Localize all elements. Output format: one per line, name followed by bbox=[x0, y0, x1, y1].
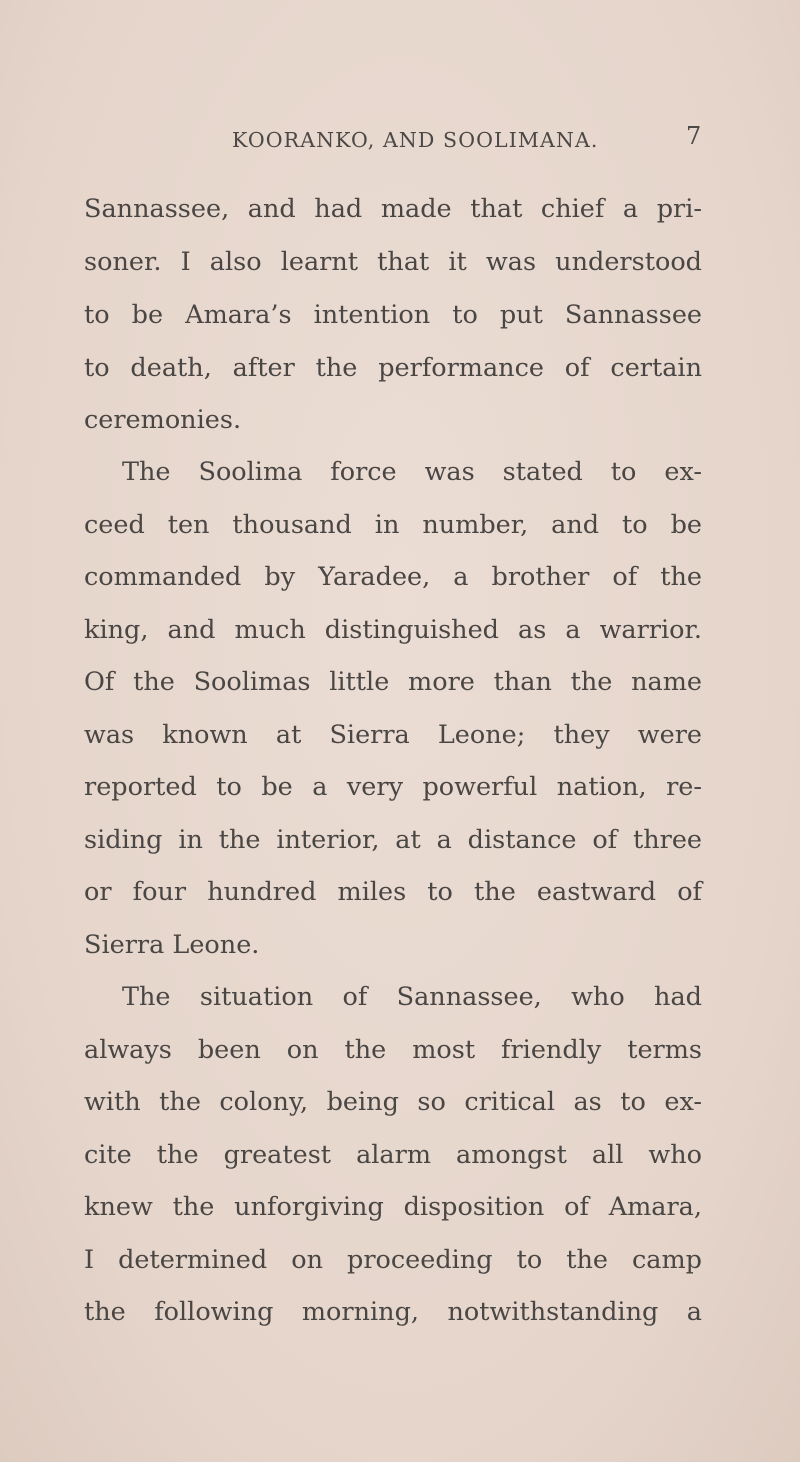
text-line: ceed ten thousand in number, and to be bbox=[84, 510, 702, 540]
text-line: Sannassee, and had made that chief a pri- bbox=[84, 194, 702, 224]
text-line: I determined on proceeding to the camp bbox=[84, 1245, 702, 1275]
text-line: soner. I also learnt that it was understood bbox=[84, 247, 702, 277]
text-line: or four hundred miles to the eastward of bbox=[84, 877, 702, 907]
text-line: king, and much distinguished as a warrior. bbox=[84, 615, 702, 645]
text-line: siding in the interior, at a distance of three bbox=[84, 825, 702, 855]
text-line: ceremonies. bbox=[84, 405, 242, 435]
text-line: to death, after the performance of certain bbox=[84, 353, 702, 383]
text-line: knew the unforgiving disposition of Amara, bbox=[84, 1192, 702, 1222]
paragraph-start-line: The situation of Sannassee, who had bbox=[122, 982, 702, 1012]
text-line: reported to be a very powerful nation, re- bbox=[84, 772, 702, 802]
text-line: the following morning, notwithstanding a bbox=[84, 1297, 702, 1327]
text-line: Of the Soolimas little more than the name bbox=[84, 667, 702, 697]
text-line: to be Amara’s intention to put Sannassee bbox=[84, 300, 702, 330]
text-line: was known at Sierra Leone; they were bbox=[84, 720, 702, 750]
text-line: cite the greatest alarm amongst all who bbox=[84, 1140, 702, 1170]
page-number: 7 bbox=[686, 122, 702, 150]
paragraph-start-line: The Soolima force was stated to ex- bbox=[122, 457, 702, 487]
text-line: Sierra Leone. bbox=[84, 930, 260, 960]
text-line: with the colony, being so critical as to ex- bbox=[84, 1087, 702, 1117]
running-header: KOORANKO, AND SOOLIMANA. bbox=[232, 128, 599, 152]
text-line: always been on the most friendly terms bbox=[84, 1035, 702, 1065]
text-line: commanded by Yaradee, a brother of the bbox=[84, 562, 702, 592]
